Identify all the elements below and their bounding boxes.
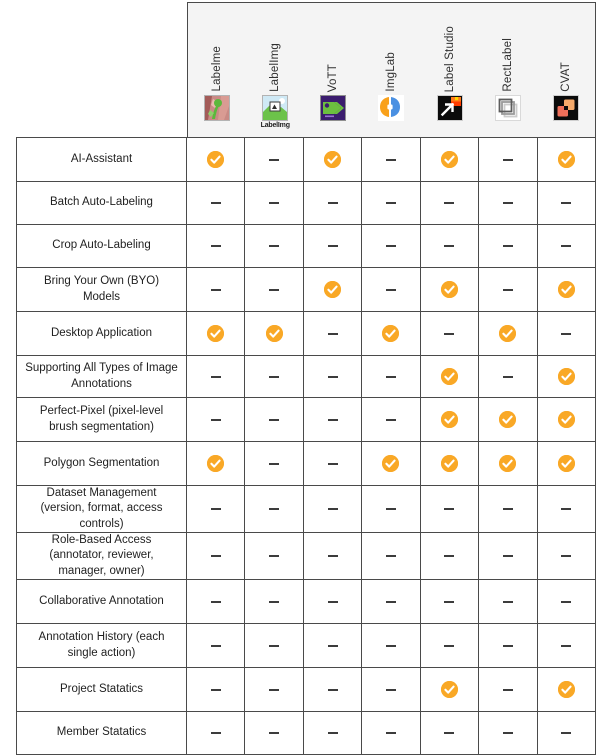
support-cell-no	[479, 182, 537, 224]
dash-icon	[211, 555, 221, 557]
dash-icon	[444, 508, 454, 510]
rectlabel-logo-icon	[495, 95, 521, 121]
support-cell-no	[421, 624, 479, 667]
check-circle-icon	[441, 455, 458, 472]
table-row	[17, 398, 596, 442]
support-cell-no	[362, 580, 420, 623]
dash-icon	[503, 555, 513, 557]
check-circle-icon	[441, 368, 458, 385]
table-row	[17, 225, 596, 268]
dash-icon	[328, 245, 338, 247]
support-cell-no	[245, 712, 303, 754]
labelimg-logo-icon	[262, 95, 288, 121]
support-cell-no	[245, 138, 303, 181]
dash-icon	[444, 601, 454, 603]
column-header-labelimg-label-wrap	[246, 3, 304, 95]
dash-icon	[328, 645, 338, 647]
check-circle-icon	[207, 325, 224, 342]
check-circle-icon	[558, 151, 575, 168]
support-cell-no	[304, 312, 362, 355]
dash-icon	[386, 732, 396, 734]
dash-icon	[328, 601, 338, 603]
check-circle-icon	[558, 368, 575, 385]
support-cell-no	[479, 712, 537, 754]
support-cell-yes	[538, 668, 596, 711]
imglab-logo-wrap	[378, 95, 404, 133]
dash-icon	[211, 732, 221, 734]
labelimg-logo-caption: LabelImg	[260, 122, 290, 129]
check-circle-icon	[207, 455, 224, 472]
check-circle-icon	[382, 455, 399, 472]
support-cell-no	[362, 225, 420, 267]
support-cell-no	[245, 398, 303, 441]
dash-icon	[328, 419, 338, 421]
support-cell-no	[362, 182, 420, 224]
table-row	[17, 182, 596, 225]
support-cell-yes	[187, 138, 245, 181]
support-cell-no	[245, 624, 303, 667]
dash-icon	[561, 202, 571, 204]
dash-icon	[386, 376, 396, 378]
support-cell-yes	[421, 356, 479, 397]
support-cell-no	[187, 225, 245, 267]
table-row	[17, 312, 596, 356]
column-header-label: LabelImg	[269, 43, 282, 92]
column-header-cvat-label-wrap	[537, 3, 595, 95]
rectlabel-logo-wrap	[495, 95, 521, 133]
column-header-label: ImgLab	[385, 52, 398, 92]
support-cell-no	[362, 138, 420, 181]
dash-icon	[444, 645, 454, 647]
table-header	[187, 2, 596, 138]
labelimg-logo-wrap	[261, 95, 290, 133]
dash-icon	[211, 376, 221, 378]
dash-icon	[503, 289, 513, 291]
support-cell-no	[421, 486, 479, 532]
feature-label: Annotation History (each single action)	[17, 624, 187, 667]
dash-icon	[503, 689, 513, 691]
dash-icon	[328, 202, 338, 204]
dash-icon	[444, 333, 454, 335]
vott-logo-icon	[320, 95, 346, 121]
support-cell-no	[538, 486, 596, 532]
dash-icon	[386, 645, 396, 647]
dash-icon	[386, 689, 396, 691]
dash-icon	[328, 333, 338, 335]
feature-label: Project Statatics	[17, 668, 187, 711]
labelme-logo-icon	[204, 95, 230, 121]
support-cell-no	[421, 580, 479, 623]
column-header-labelme-label-wrap	[188, 3, 246, 95]
feature-label: Role-Based Access (annotator, reviewer, manager, owner)	[17, 533, 187, 579]
support-cell-no	[245, 580, 303, 623]
support-cell-yes	[538, 138, 596, 181]
dash-icon	[386, 202, 396, 204]
support-cell-no	[187, 668, 245, 711]
support-cell-yes	[304, 268, 362, 311]
dash-icon	[561, 508, 571, 510]
support-cell-yes	[362, 312, 420, 355]
dash-icon	[211, 645, 221, 647]
support-cell-yes	[245, 312, 303, 355]
feature-label: Member Statatics	[17, 712, 187, 754]
check-circle-icon	[499, 325, 516, 342]
column-header-cvat	[537, 3, 595, 137]
check-circle-icon	[324, 151, 341, 168]
column-header-vott-label-wrap	[304, 3, 362, 95]
support-cell-no	[304, 398, 362, 441]
support-cell-no	[245, 533, 303, 579]
dash-icon	[269, 689, 279, 691]
support-cell-no	[245, 225, 303, 267]
support-cell-no	[421, 712, 479, 754]
dash-icon	[503, 159, 513, 161]
table-row	[17, 533, 596, 580]
cvat-logo-wrap	[553, 95, 579, 133]
dash-icon	[328, 376, 338, 378]
table-row	[17, 668, 596, 712]
table-row	[17, 712, 596, 755]
check-circle-icon	[499, 411, 516, 428]
support-cell-no	[245, 268, 303, 311]
check-circle-icon	[441, 281, 458, 298]
support-cell-no	[362, 712, 420, 754]
support-cell-no	[362, 486, 420, 532]
feature-label: Supporting All Types of Image Annotations	[17, 356, 187, 397]
dash-icon	[328, 689, 338, 691]
support-cell-no	[421, 312, 479, 355]
table-row	[17, 580, 596, 624]
dash-icon	[211, 508, 221, 510]
support-cell-no	[245, 486, 303, 532]
support-cell-no	[421, 533, 479, 579]
check-circle-icon	[441, 411, 458, 428]
support-cell-no	[304, 486, 362, 532]
support-cell-yes	[421, 268, 479, 311]
support-cell-yes	[421, 442, 479, 485]
vott-logo-wrap	[320, 95, 346, 133]
support-cell-no	[479, 268, 537, 311]
dash-icon	[211, 601, 221, 603]
support-cell-no	[538, 312, 596, 355]
support-cell-yes	[538, 442, 596, 485]
dash-icon	[328, 732, 338, 734]
dash-icon	[269, 463, 279, 465]
support-cell-no	[479, 486, 537, 532]
check-circle-icon	[499, 455, 516, 472]
dash-icon	[211, 689, 221, 691]
label-studio-logo-icon	[437, 95, 463, 121]
dash-icon	[269, 601, 279, 603]
support-cell-no	[304, 668, 362, 711]
support-cell-yes	[538, 356, 596, 397]
column-header-labelme	[188, 3, 246, 137]
dash-icon	[503, 732, 513, 734]
feature-label: Desktop Application	[17, 312, 187, 355]
support-cell-no	[187, 580, 245, 623]
labelme-logo-wrap	[204, 95, 230, 133]
check-circle-icon	[441, 151, 458, 168]
dash-icon	[211, 289, 221, 291]
dash-icon	[503, 601, 513, 603]
support-cell-no	[187, 182, 245, 224]
support-cell-no	[245, 668, 303, 711]
feature-label: Polygon Segmentation	[17, 442, 187, 485]
dash-icon	[269, 419, 279, 421]
imglab-logo-icon	[378, 95, 404, 121]
table-row	[17, 138, 596, 182]
dash-icon	[444, 245, 454, 247]
support-cell-yes	[421, 668, 479, 711]
table-body	[16, 137, 596, 755]
feature-label: Dataset Management (version, format, access controls)	[17, 486, 187, 532]
table-row	[17, 268, 596, 312]
dash-icon	[269, 245, 279, 247]
dash-icon	[561, 333, 571, 335]
feature-label: Collaborative Annotation	[17, 580, 187, 623]
support-cell-no	[479, 225, 537, 267]
support-cell-no	[245, 356, 303, 397]
support-cell-no	[362, 533, 420, 579]
column-header-labelimg	[246, 3, 304, 137]
dash-icon	[269, 645, 279, 647]
dash-icon	[561, 601, 571, 603]
support-cell-no	[538, 624, 596, 667]
feature-label: AI-Assistant	[17, 138, 187, 181]
dash-icon	[328, 463, 338, 465]
support-cell-yes	[304, 138, 362, 181]
support-cell-no	[538, 712, 596, 754]
column-header-label-studio-label-wrap	[421, 3, 479, 95]
check-circle-icon	[207, 151, 224, 168]
support-cell-no	[304, 624, 362, 667]
column-header-imglab-label-wrap	[362, 3, 420, 95]
support-cell-no	[479, 580, 537, 623]
column-header-label: VoTT	[327, 63, 340, 92]
dash-icon	[561, 732, 571, 734]
check-circle-icon	[558, 455, 575, 472]
support-cell-no	[479, 533, 537, 579]
table-row	[17, 442, 596, 486]
dash-icon	[561, 645, 571, 647]
feature-label: Perfect-Pixel (pixel-level brush segmentation)	[17, 398, 187, 441]
dash-icon	[269, 555, 279, 557]
support-cell-no	[187, 356, 245, 397]
check-circle-icon	[558, 281, 575, 298]
dash-icon	[444, 555, 454, 557]
support-cell-no	[304, 533, 362, 579]
table-row	[17, 624, 596, 668]
support-cell-no	[421, 225, 479, 267]
dash-icon	[269, 159, 279, 161]
dash-icon	[328, 555, 338, 557]
support-cell-no	[304, 442, 362, 485]
support-cell-no	[304, 225, 362, 267]
support-cell-yes	[479, 442, 537, 485]
dash-icon	[503, 376, 513, 378]
table-row	[17, 356, 596, 398]
label-studio-logo-wrap	[437, 95, 463, 133]
column-header-vott	[304, 3, 362, 137]
support-cell-yes	[538, 268, 596, 311]
dash-icon	[386, 289, 396, 291]
support-cell-no	[187, 486, 245, 532]
support-cell-no	[187, 624, 245, 667]
dash-icon	[503, 645, 513, 647]
column-header-label: CVAT	[559, 62, 572, 92]
support-cell-no	[304, 356, 362, 397]
feature-label: Bring Your Own (BYO) Models	[17, 268, 187, 311]
support-cell-no	[187, 268, 245, 311]
support-cell-no	[187, 533, 245, 579]
dash-icon	[386, 508, 396, 510]
support-cell-yes	[187, 312, 245, 355]
support-cell-no	[245, 442, 303, 485]
dash-icon	[386, 159, 396, 161]
support-cell-no	[304, 712, 362, 754]
dash-icon	[386, 555, 396, 557]
support-cell-no	[479, 624, 537, 667]
feature-label: Crop Auto-Labeling	[17, 225, 187, 267]
column-header-imglab	[362, 3, 420, 137]
check-circle-icon	[382, 325, 399, 342]
support-cell-no	[362, 668, 420, 711]
column-header-label-studio	[421, 3, 479, 137]
support-cell-no	[479, 668, 537, 711]
support-cell-no	[304, 182, 362, 224]
support-cell-no	[187, 398, 245, 441]
support-cell-no	[538, 533, 596, 579]
support-cell-yes	[187, 442, 245, 485]
dash-icon	[269, 289, 279, 291]
check-circle-icon	[441, 681, 458, 698]
check-circle-icon	[558, 681, 575, 698]
column-header-rectlabel-label-wrap	[479, 3, 537, 95]
dash-icon	[561, 555, 571, 557]
support-cell-no	[479, 356, 537, 397]
feature-label: Batch Auto-Labeling	[17, 182, 187, 224]
support-cell-no	[187, 712, 245, 754]
support-cell-no	[304, 580, 362, 623]
dash-icon	[503, 508, 513, 510]
support-cell-no	[479, 138, 537, 181]
dash-icon	[386, 601, 396, 603]
support-cell-no	[538, 580, 596, 623]
support-cell-no	[538, 182, 596, 224]
dash-icon	[211, 245, 221, 247]
dash-icon	[386, 245, 396, 247]
dash-icon	[211, 419, 221, 421]
dash-icon	[328, 508, 338, 510]
dash-icon	[386, 419, 396, 421]
support-cell-yes	[421, 398, 479, 441]
table-row	[17, 486, 596, 533]
support-cell-yes	[479, 312, 537, 355]
check-circle-icon	[558, 411, 575, 428]
support-cell-yes	[479, 398, 537, 441]
column-header-rectlabel	[479, 3, 537, 137]
column-header-label: Labelme	[211, 46, 224, 92]
support-cell-yes	[362, 442, 420, 485]
column-header-label: RectLabel	[501, 38, 514, 92]
dash-icon	[444, 202, 454, 204]
dash-icon	[269, 508, 279, 510]
support-cell-no	[245, 182, 303, 224]
dash-icon	[211, 202, 221, 204]
dash-icon	[269, 376, 279, 378]
cvat-logo-icon	[553, 95, 579, 121]
support-cell-no	[362, 624, 420, 667]
support-cell-yes	[538, 398, 596, 441]
check-circle-icon	[266, 325, 283, 342]
support-cell-yes	[421, 138, 479, 181]
support-cell-no	[421, 182, 479, 224]
support-cell-no	[362, 356, 420, 397]
dash-icon	[444, 732, 454, 734]
dash-icon	[503, 245, 513, 247]
dash-icon	[269, 202, 279, 204]
dash-icon	[269, 732, 279, 734]
check-circle-icon	[324, 281, 341, 298]
support-cell-no	[538, 225, 596, 267]
support-cell-no	[362, 268, 420, 311]
support-cell-no	[362, 398, 420, 441]
dash-icon	[503, 202, 513, 204]
column-header-label: Label Studio	[443, 25, 456, 92]
dash-icon	[561, 245, 571, 247]
